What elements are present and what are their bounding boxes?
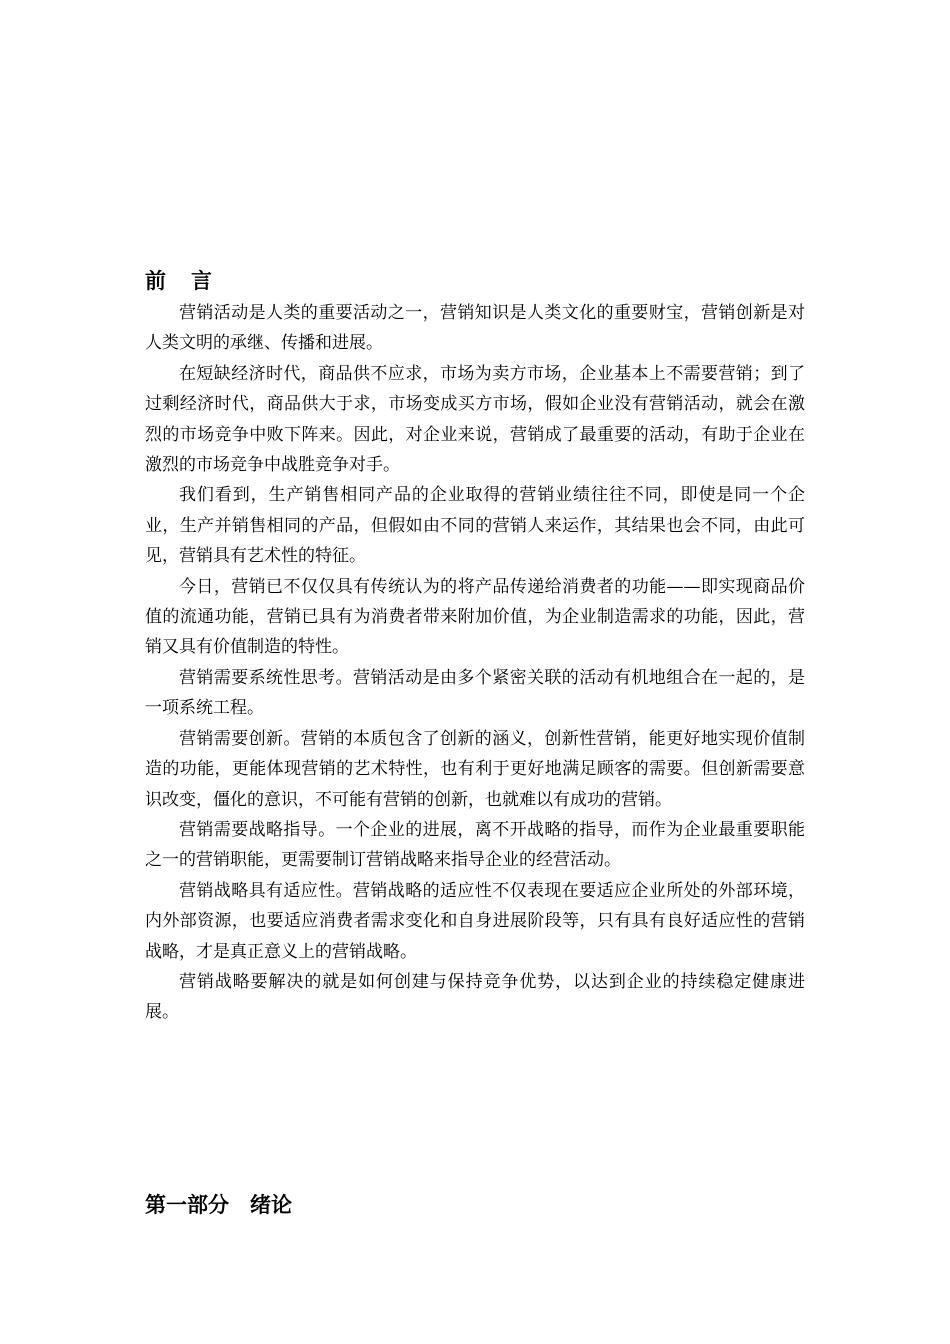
paragraph: 在短缺经济时代，商品供不应求，市场为卖方市场，企业基本上不需要营销；到了过剩经济时代，商品供大于求，市场变成买方市场，假如企业没有营销活动，就会在激烈的市场竞争中败下阵来。因此，对企业来说，营销成了最重要的活动，有助于企业在激烈的市场竞争中战胜竞争对手。 (145, 363, 805, 476)
paragraph: 营销战略要解决的就是如何创建与保持竞争优势，以达到企业的持续稳定健康进展。 (145, 971, 805, 1023)
paragraph: 营销需要战略指导。一个企业的进展，离不开战略的指导，而作为企业最重要职能之一的营销职能，更需要制订营销战略来指导企业的经营活动。 (145, 819, 805, 871)
paragraph: 今日，营销已不仅仅具有传统认为的将产品传递给消费者的功能——即实现商品价值的流通功能，营销已具有为消费者带来附加价值，为企业制造需求的功能，因此，营销又具有价值制造的特性。 (145, 576, 805, 658)
paragraph: 我们看到，生产销售相同产品的企业取得的营销业绩往往不同，即使是同一个企业，生产并销售相同的产品，但假如由不同的营销人来运作，其结果也会不同，由此可见，营销具有艺术性的特征。 (145, 485, 805, 567)
preface-title: 前 言 (145, 269, 214, 293)
paragraph: 营销战略具有适应性。营销战略的适应性不仅表现在要适应企业所处的外部环境，内外部资源，也要适应消费者需求变化和自身进展阶段等，只有具有良好适应性的营销战略，才是真正意义上的营销战略。 (145, 880, 805, 962)
paragraph: 营销需要创新。营销的本质包含了创新的涵义，创新性营销，能更好地实现价值制造的功能，更能体现营销的艺术特性，也有利于更好地满足顾客的需要。但创新需要意识改变，僵化的意识，不可能有营销的创新，也就难以有成功的营销。 (145, 728, 805, 810)
part-title: 第一部分 绪论 (145, 1193, 292, 1217)
paragraph: 营销活动是人类的重要活动之一，营销知识是人类文化的重要财宝，营销创新是对人类文明的承继、传播和进展。 (145, 303, 805, 354)
preface-body (145, 298, 805, 1028)
paragraph: 营销需要系统性思考。营销活动是由多个紧密关联的活动有机地组合在一起的，是一项系统工程。 (145, 667, 805, 719)
